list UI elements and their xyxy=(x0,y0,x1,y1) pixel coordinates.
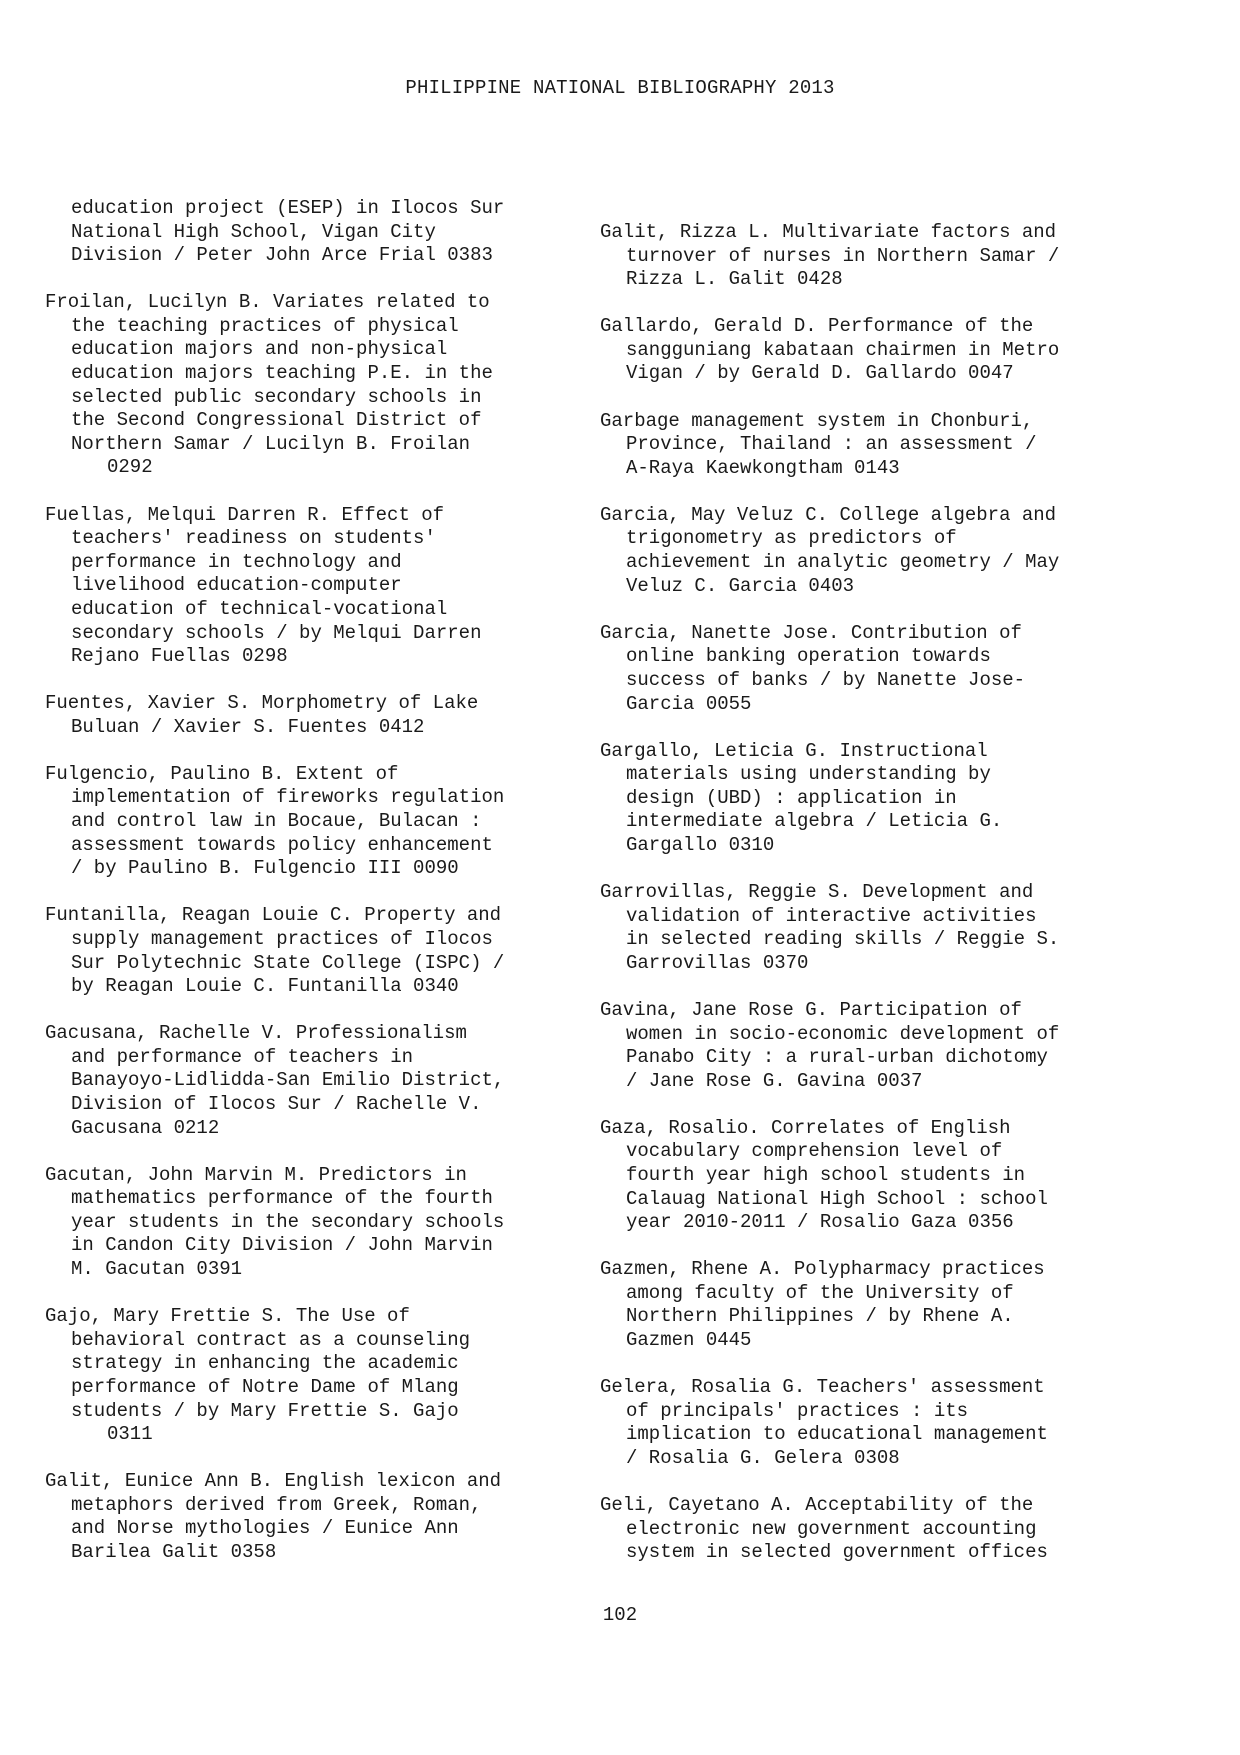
page-header: PHILIPPINE NATIONAL BIBLIOGRAPHY 2013 xyxy=(405,77,835,99)
entry-continuation-line: supply management practices of Ilocos xyxy=(71,927,493,950)
entry-continuation-line: materials using understanding by xyxy=(626,763,991,786)
entry-continuation-line: education majors teaching P.E. in the xyxy=(71,362,493,385)
bibliography-entry xyxy=(600,1376,1160,1470)
entry-heading-line: Gavina, Jane Rose G. Participation of xyxy=(600,998,1022,1021)
bibliography-entry xyxy=(45,1164,605,1282)
entry-continuation-line: in selected reading skills / Reggie S. xyxy=(626,928,1060,951)
entry-continuation-line: Sur Polytechnic State College (ISPC) / xyxy=(71,951,505,974)
bibliography-entry xyxy=(600,740,1160,858)
entry-heading-line: Gacusana, Rachelle V. Professionalism xyxy=(45,1022,467,1045)
entry-continuation-line: education majors and non-physical xyxy=(71,338,448,361)
entry-heading-line: Froilan, Lucilyn B. Variates related to xyxy=(45,291,490,314)
entry-continuation-line: M. Gacutan 0391 xyxy=(71,1258,243,1281)
entry-continuation-line: year students in the secondary schools xyxy=(71,1210,505,1233)
entry-continuation-line: Gacusana 0212 xyxy=(71,1116,220,1139)
entry-continuation-line: performance in technology and xyxy=(71,550,402,573)
entry-continuation-line: Calauag National High School : school xyxy=(626,1187,1048,1210)
entry-continuation-line: livelihood education-computer xyxy=(71,574,402,597)
entry-heading-line: Gallardo, Gerald D. Performance of the xyxy=(600,315,1034,338)
bibliography-entry xyxy=(600,504,1160,598)
entry-heading-line: Galit, Eunice Ann B. English lexicon and xyxy=(45,1470,502,1493)
entry-continuation-line: 0311 xyxy=(107,1423,153,1446)
entry-continuation-line: Panabo City : a rural-urban dichotomy xyxy=(626,1046,1048,1069)
bibliography-entry xyxy=(45,1022,605,1140)
entry-continuation-line: Northern Philippines / by Rhene A. xyxy=(626,1305,1014,1328)
entry-continuation-line: Rizza L. Galit 0428 xyxy=(626,268,843,291)
bibliography-entry xyxy=(600,1494,1160,1565)
entry-continuation-line: Province, Thailand : an assessment / xyxy=(626,433,1037,456)
entry-continuation-line: Banayoyo-Lidlidda-San Emilio District, xyxy=(71,1069,505,1092)
entry-heading-line: Fuentes, Xavier S. Morphometry of Lake xyxy=(45,692,479,715)
page-number: 102 xyxy=(602,1604,638,1626)
entry-continuation-line: fourth year high school students in xyxy=(626,1164,1026,1186)
bibliography-entry xyxy=(600,999,1160,1093)
entry-continuation-line: trigonometry as predictors of xyxy=(626,527,957,550)
entry-continuation-line: strategy in enhancing the academic xyxy=(71,1352,459,1375)
entry-heading-line: education project (ESEP) in Ilocos Sur xyxy=(71,197,505,219)
entry-continuation-line: achievement in analytic geometry / May xyxy=(626,551,1060,574)
entry-continuation-line: Rejano Fuellas 0298 xyxy=(71,645,288,668)
bibliography-column-right xyxy=(600,221,1160,1588)
entry-heading-line: Gargallo, Leticia G. Instructional xyxy=(600,739,988,762)
entry-heading-line: Galit, Rizza L. Multivariate factors and xyxy=(600,221,1057,243)
entry-heading-line: Garcia, Nanette Jose. Contribution of xyxy=(600,621,1022,644)
bibliography-entry xyxy=(45,763,605,881)
entry-continuation-line: selected public secondary schools in xyxy=(71,385,482,408)
entry-continuation-line: the teaching practices of physical xyxy=(71,314,459,337)
bibliography-entry xyxy=(600,881,1160,975)
entry-heading-line: Gacutan, John Marvin M. Predictors in xyxy=(45,1163,467,1186)
entry-continuation-line: Northern Samar / Lucilyn B. Froilan xyxy=(71,432,471,455)
bibliography-entry xyxy=(600,221,1160,292)
entry-continuation-line: year 2010-2011 / Rosalio Gaza 0356 xyxy=(626,1211,1014,1234)
entry-heading-line: Gelera, Rosalia G. Teachers' assessment xyxy=(600,1376,1045,1399)
entry-continuation-line: / Jane Rose G. Gavina 0037 xyxy=(626,1069,923,1092)
bibliography-entry xyxy=(600,1258,1160,1352)
entry-continuation-line: among faculty of the University of xyxy=(626,1281,1014,1304)
entry-continuation-line: Division of Ilocos Sur / Rachelle V. xyxy=(71,1093,482,1115)
entry-heading-line: Garbage management system in Chonburi, xyxy=(600,409,1034,432)
entry-continuation-line: of principals' practices : its xyxy=(626,1399,969,1422)
entry-continuation-line: education of technical-vocational xyxy=(71,597,448,620)
bibliography-entry xyxy=(45,692,605,739)
entry-continuation-line: Buluan / Xavier S. Fuentes 0412 xyxy=(71,715,425,738)
entry-continuation-line: sangguniang kabataan chairmen in Metro xyxy=(626,338,1060,361)
entry-continuation-line: turnover of nurses in Northern Samar / xyxy=(626,244,1060,267)
entry-continuation-line: secondary schools / by Melqui Darren xyxy=(71,621,482,644)
entry-continuation-line: Garcia 0055 xyxy=(626,692,752,715)
bibliography-entry xyxy=(45,1470,605,1564)
entry-continuation-line: teachers' readiness on students' xyxy=(71,527,436,550)
entry-heading-line: Funtanilla, Reagan Louie C. Property and xyxy=(45,904,502,927)
entry-continuation-line: behavioral contract as a counseling xyxy=(71,1328,471,1351)
entry-continuation-line: Garrovillas 0370 xyxy=(626,951,809,974)
entry-continuation-line: women in socio-economic development of xyxy=(626,1022,1060,1045)
entry-continuation-line: and control law in Bocaue, Bulacan : xyxy=(71,810,482,833)
entry-heading-line: Gaza, Rosalio. Correlates of English xyxy=(600,1116,1011,1139)
entry-continuation-line: vocabulary comprehension level of xyxy=(626,1140,1003,1163)
bibliography-column-left xyxy=(45,197,605,1588)
entry-continuation-line: students / by Mary Frettie S. Gajo xyxy=(71,1399,459,1422)
entry-continuation-line: implication to educational management xyxy=(626,1423,1048,1446)
entry-heading-line: Fuellas, Melqui Darren R. Effect of xyxy=(45,503,445,526)
bibliography-entry xyxy=(45,1305,605,1447)
entry-continuation-line: Gazmen 0445 xyxy=(626,1329,752,1352)
entry-continuation-line: the Second Congressional District of xyxy=(71,409,482,432)
bibliography-entry xyxy=(600,1117,1160,1235)
entry-continuation-line: validation of interactive activities xyxy=(626,904,1037,927)
entry-continuation-line: / Rosalia G. Gelera 0308 xyxy=(626,1446,900,1469)
entry-continuation-line: by Reagan Louie C. Funtanilla 0340 xyxy=(71,975,459,998)
entry-continuation-line: online banking operation towards xyxy=(626,645,991,668)
entry-heading-line: Gajo, Mary Frettie S. The Use of xyxy=(45,1305,410,1328)
bibliography-entry xyxy=(600,315,1160,386)
bibliography-entry xyxy=(45,197,605,268)
entry-heading-line: Gazmen, Rhene A. Polypharmacy practices xyxy=(600,1258,1045,1281)
entry-continuation-line: 0292 xyxy=(107,456,153,479)
entry-continuation-line: implementation of fireworks regulation xyxy=(71,786,505,809)
entry-continuation-line: and Norse mythologies / Eunice Ann xyxy=(71,1517,459,1540)
entry-continuation-line: National High School, Vigan City xyxy=(71,220,436,243)
entry-continuation-line: success of banks / by Nanette Jose- xyxy=(626,668,1026,691)
entry-continuation-line: system in selected government offices xyxy=(626,1541,1048,1564)
bibliography-entry xyxy=(45,904,605,998)
entry-continuation-line: Barilea Galit 0358 xyxy=(71,1541,277,1563)
bibliography-entry xyxy=(600,622,1160,716)
entry-continuation-line: performance of Notre Dame of Mlang xyxy=(71,1375,459,1398)
entry-continuation-line: and performance of teachers in xyxy=(71,1045,414,1068)
entry-continuation-line: Division / Peter John Arce Frial 0383 xyxy=(71,244,493,267)
entry-continuation-line: metaphors derived from Greek, Roman, xyxy=(71,1493,482,1516)
entry-continuation-line: Vigan / by Gerald D. Gallardo 0047 xyxy=(626,362,1014,385)
bibliography-entry xyxy=(600,410,1160,481)
entry-heading-line: Garcia, May Veluz C. College algebra and xyxy=(600,503,1057,526)
entry-continuation-line: intermediate algebra / Leticia G. xyxy=(626,810,1003,833)
entry-continuation-line: / by Paulino B. Fulgencio III 0090 xyxy=(71,857,459,880)
entry-continuation-line: Veluz C. Garcia 0403 xyxy=(626,574,855,597)
entry-heading-line: Garrovillas, Reggie S. Development and xyxy=(600,881,1034,904)
entry-heading-line: Geli, Cayetano A. Acceptability of the xyxy=(600,1494,1034,1517)
entry-continuation-line: in Candon City Division / John Marvin xyxy=(71,1234,493,1257)
entry-continuation-line: design (UBD) : application in xyxy=(626,786,957,809)
entry-continuation-line: electronic new government accounting xyxy=(626,1517,1037,1540)
entry-continuation-line: A-Raya Kaewkongtham 0143 xyxy=(626,456,900,479)
entry-continuation-line: mathematics performance of the fourth xyxy=(71,1187,493,1210)
bibliography-entry xyxy=(45,504,605,669)
entry-continuation-line: assessment towards policy enhancement xyxy=(71,833,493,856)
entry-continuation-line: Gargallo 0310 xyxy=(626,833,775,856)
bibliography-entry xyxy=(45,291,605,480)
entry-heading-line: Fulgencio, Paulino B. Extent of xyxy=(45,762,399,785)
